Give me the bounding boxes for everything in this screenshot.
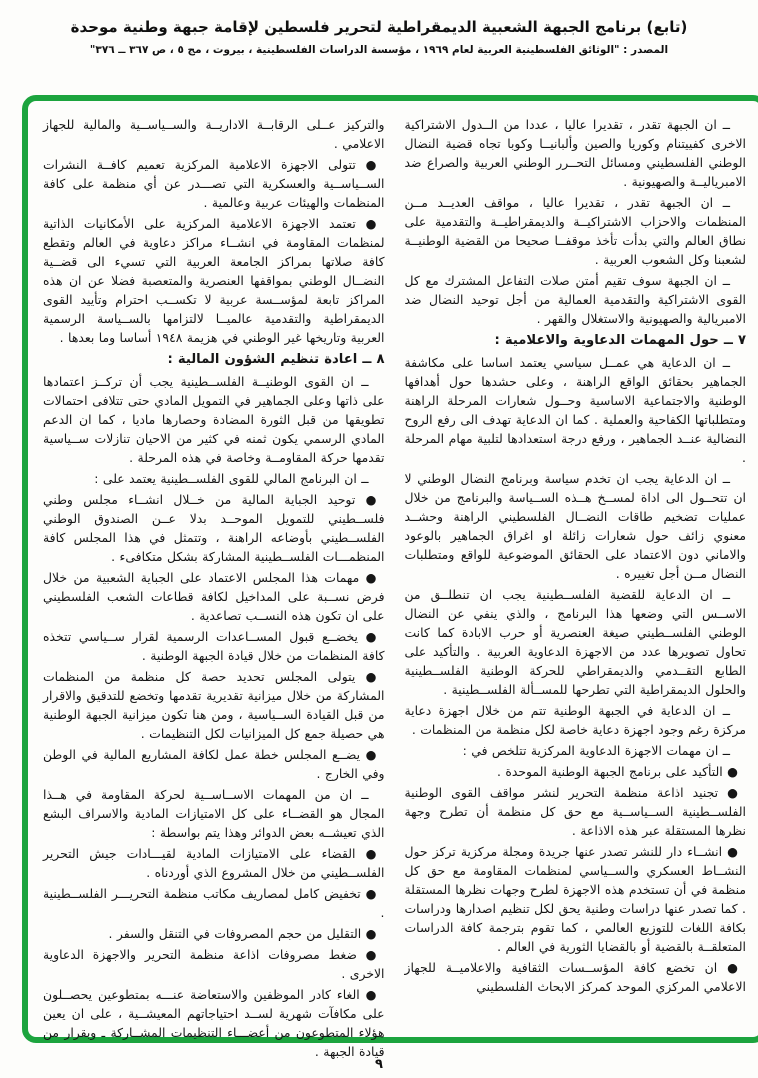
paragraph: ــ ان الدعاية للقضية الفلســطينية يجب ان تنطلــق من الاســس التي وضعها هذا البرنامج ، والذي ينفي عن النضال الوطني الفلســطيني صيغة العنصرية أو حرب الابادة كما كانت تحاول تصويرها عدد من الاجهزة الدعاوية العربية . والتأكيد على الطابع التقــدمي والديمقراطي للحركة الوطنية الفلســطينية والحلول الديمقراطية التي تطرحها للمســألة الفلســطينية .: [404, 587, 746, 697]
bullet-item: ● يخضــع قبول المســاعدات الرسمية لقرار ســياسي تتخذه كافة المنظمات من خلال قيادة الجبهة الوطنية .: [43, 629, 385, 663]
page-title: (تابع) برنامج الجبهة الشعبية الديمقراطية لتحرير فلسطين لإقامة جبهة وطنية موحدة: [70, 18, 688, 36]
paragraph: ــ ان البرنامج المالي للقوى الفلســطينية يعتمد على :: [94, 471, 369, 486]
bullet-item: ● يضــع المجلس خطة عمل لكافة المشاريع المالية في الوطن وفي الخارج .: [43, 747, 385, 781]
paragraph: والتركيز عــلى الرقابــة الاداريــة والســياســية والمالية للجهاز الاعلامي .: [43, 117, 385, 151]
text-column-right: [405, 115, 747, 1027]
paragraph: ــ ان القوى الوطنيــة الفلســطينية يجب أن تركــز اعتمادها على ذاتها وعلى الجماهير في التمويل المادي حتى تتلافى احتمالات تطويقها من قبل الثورة المضادة وحصارها ماديا ، كما ان الدعم المادي الرسمي يكون ثمنه في كثير من الاحيان تنازلات ســياسية تقدمها حركة المقاومــة وخاصة في هذه المرحلة .: [43, 374, 385, 465]
bullet-item: ● ان تخضع كافة المؤســسات الثقافية والاعلاميــة للجهاز الاعلامي المركزي الموحد كمركز الابحاث الفلسطيني: [404, 960, 746, 994]
bullet-item: ● الغاء كادر الموظفين والاستعاضة عنـــه بمتطوعين يحصــلون على مكافآت شهرية لســد احتياجاتهم المعيشــية ، على ان يعين هؤلاء المتطوعون من أعضـــاء التنظيمات المشــاركة ـ وبقرار من قيادة الجبهة .: [43, 987, 385, 1059]
page-number: ٩: [375, 1057, 383, 1072]
source-citation: المصدر : "الوثائق الفلسطينية العربية لعام ١٩٦٩ ، مؤسسة الدراسات الفلسطينية ، بيروت ، مج ٥ ، ص ٣٦٧ ــ ٣٧٦": [89, 44, 669, 56]
bullet-item: ● مهمات هذا المجلس الاعتماد على الجباية الشعبية من خلال فرض نســبة على المداخيل لكافة قطاعات الشعب الفلسطيني على ان تكون هذه النســب تصاعدية .: [43, 570, 385, 623]
paragraph: ــ ان الجبهة تقدر ، تقديرا عاليا ، مواقف العديــد مــن المنظمات والاحزاب الاشتراكيــة والديمقراطيــة والتقدمية على نطاق العالم والتي بدأت تأخذ موقفــا صحيحا من القضية الوطنيــة لشعبنا وكل الشعوب العربية .: [404, 195, 746, 267]
paragraph: ــ ان الدعاية في الجبهة الوطنية تتم من خلال اجهزة دعاية مركزة رغم وجود اجهزة دعاية خاصة لكل منظمة من المنظمات .: [404, 703, 746, 737]
text-column-left: [43, 115, 385, 1059]
paragraph: ــ ان الدعاية هي عمــل سياسي يعتمد اساسا على مكاشفة الجماهير بحقائق الواقع الراهنة ، وعلى حشدها حول أهدافها الوطنية والاجتماعية الاساسية وحــول شعارات المرحلة الراهنة ومتطلباتها الكفاحية والعملية . كما ان الدعاية تهدف الى رفع الروح النضالية عنــد الجماهير ، ورفع درجة استعدادها لتلبية مهام المرحلة .: [404, 355, 746, 465]
paragraph: ــ ان من المهمات الاســاســية لحركة المقاومة في هــذا المجال هو القضــاء على كل الامتيازات المادية والاسراف البشع الذي تعيشــه بعض الدوائر وهذا يتم بواسطة :: [43, 787, 385, 840]
paragraph: ــ ان الجبهة سوف تقيم أمتن صلات التفاعل المشترك مع كل القوى الاشتراكية والتقدمية العمالية من أجل توحيد النضال ضد الامبريالية والصهيونية والاستغلال والقهر .: [404, 273, 746, 326]
bullet-item: ● التأكيد على برنامج الجبهة الوطنية الموحدة .: [496, 764, 738, 779]
bullet-item: ● تخفيض كامل لمصاريف مكاتب منظمة التحريـــر الفلســطينية .: [43, 886, 385, 920]
section-heading-7: ٧ ــ حول المهمات الدعاوية والاعلامية :: [494, 333, 746, 348]
paragraph: ــ ان مهمات الاجهزة الدعاوية المركزية تتلخص في :: [462, 743, 730, 758]
document-header: [0, 18, 758, 56]
bullet-item: ● تتولى الاجهزة الاعلامية المركزية تعميم كافــة النشرات الســياســية والعسكرية التي تصـــدر عن أي منظمة على كافة المنظمات والهيئات عربية وعالمية .: [43, 157, 385, 210]
bullet-item: ● القضاء على الامتيازات المادية لقيـــادات جيش التحرير الفلســطيني من خلال المشروع الذي أوردناه .: [43, 846, 385, 880]
green-border-frame: [22, 95, 758, 1059]
paragraph: ــ ان الدعاية يجب ان تخدم سياسة وبرنامج النضال الوطني لا ان تتحــول الى اداة لمســخ هــذه الســياسة والبرنامج من خلال عمليات تضخيم طاقات النضــال الفلسطيني الراهنة وحشــد معنوي زائف حول شعارات زائلة او اغراق الجماهير بالوعود والاماني دون الاعتماد على الحقائق الموضوعية للواقع ومتطلبات النضال مــن أجل تغييره .: [404, 471, 746, 581]
bullet-item: ● توحيد الجباية المالية من خــلال انشــاء مجلس وطني فلســطيني للتمويل الموحــد بدلا عــن الصندوق الوطني الفلســطيني بأوضاعه الراهنة ، وتتمثل في هذا المجلس كافة المنظمـــات الفلســطينية المشاركة بشكل متكافىء .: [43, 492, 385, 564]
section-heading-8: ٨ ــ اعادة تنظيم الشؤون المالية :: [167, 352, 385, 367]
bullet-item: ● انشــاء دار للنشر تصدر عنها جريدة ومجلة مركزية تركز حول النشــاط العسكري والســياسي لمنظمات المقاومة مع حق كل منظمة في أن تستخدم هذه الاجهزة لطرح وجهات نظرها المستقلة . كما تصدر عنها دراسات وطنية يحق لكل تنظيم اصدارها ودراسات بكافة اللغات للتوزيع العالمي ، كما تقوم بترجمة كافة الدراسات المتعلقــة بالقضية أو بالقضايا الثورية في العالم .: [404, 844, 746, 954]
bullet-item: ● التقليل من حجم المصروفات في التنقل والسفر .: [108, 926, 377, 941]
bullet-item: ● تعتمد الاجهزة الاعلامية المركزية على الأمكانيات الذاتية لمنظمات المقاومة في انشــاء مراكز دعاوية في العالم وتقطع كافة صلاتها بمراكز الجامعة العربية التي تسيء الى قضــية النضــال الوطني بمواقفها العنصرية والمتعصبة فضلا عن ان هذه المراكز تابعة لمؤســسة عربية لا تكســب احترام وتأييد القوى الديمقراطية والتقدمية عالميــا لالتزامها بالســياسة الرسمية العربية وتاريخها غير الوطني في هزيمة ١٩٤٨ أساسا وما بعدها .: [43, 216, 385, 345]
bullet-item: ● يتولى المجلس تحديد حصة كل منظمة من المنظمات المشاركة من خلال ميزانية تقديرية تقدمها وتخضع للتدقيق والاقرار من قبل القيادة الســياسية ، ومن هنا تكون ميزانية الجبهة الوطنية هي حصيلة جمع كل الميزانيات لكل التنظيمات .: [43, 669, 385, 741]
paragraph: ــ ان الجبهة تقدر ، تقديرا عاليا ، عددا من الــدول الاشتراكية الاخرى كفييتنام وكوريا والصين وألبانيــا وكوبا تجاه قضية النضال الوطني الفلسطيني ومسائل التحــرر الوطني العربية والصراع ضد الامبرياليــة والصهيونية .: [404, 117, 746, 189]
bullet-item: ● ضغط مصروفات اذاعة منظمة التحرير والاجهزة الدعاوية الاخرى .: [43, 947, 385, 981]
bullet-item: ● تجنيد اذاعة منظمة التحرير لنشر مواقف القوى الوطنية الفلســطينية الســياســية مع حق كل منظمة أن تطرح وجهة نظرها المستقلة عبر هذه الاذاعة .: [404, 785, 746, 838]
